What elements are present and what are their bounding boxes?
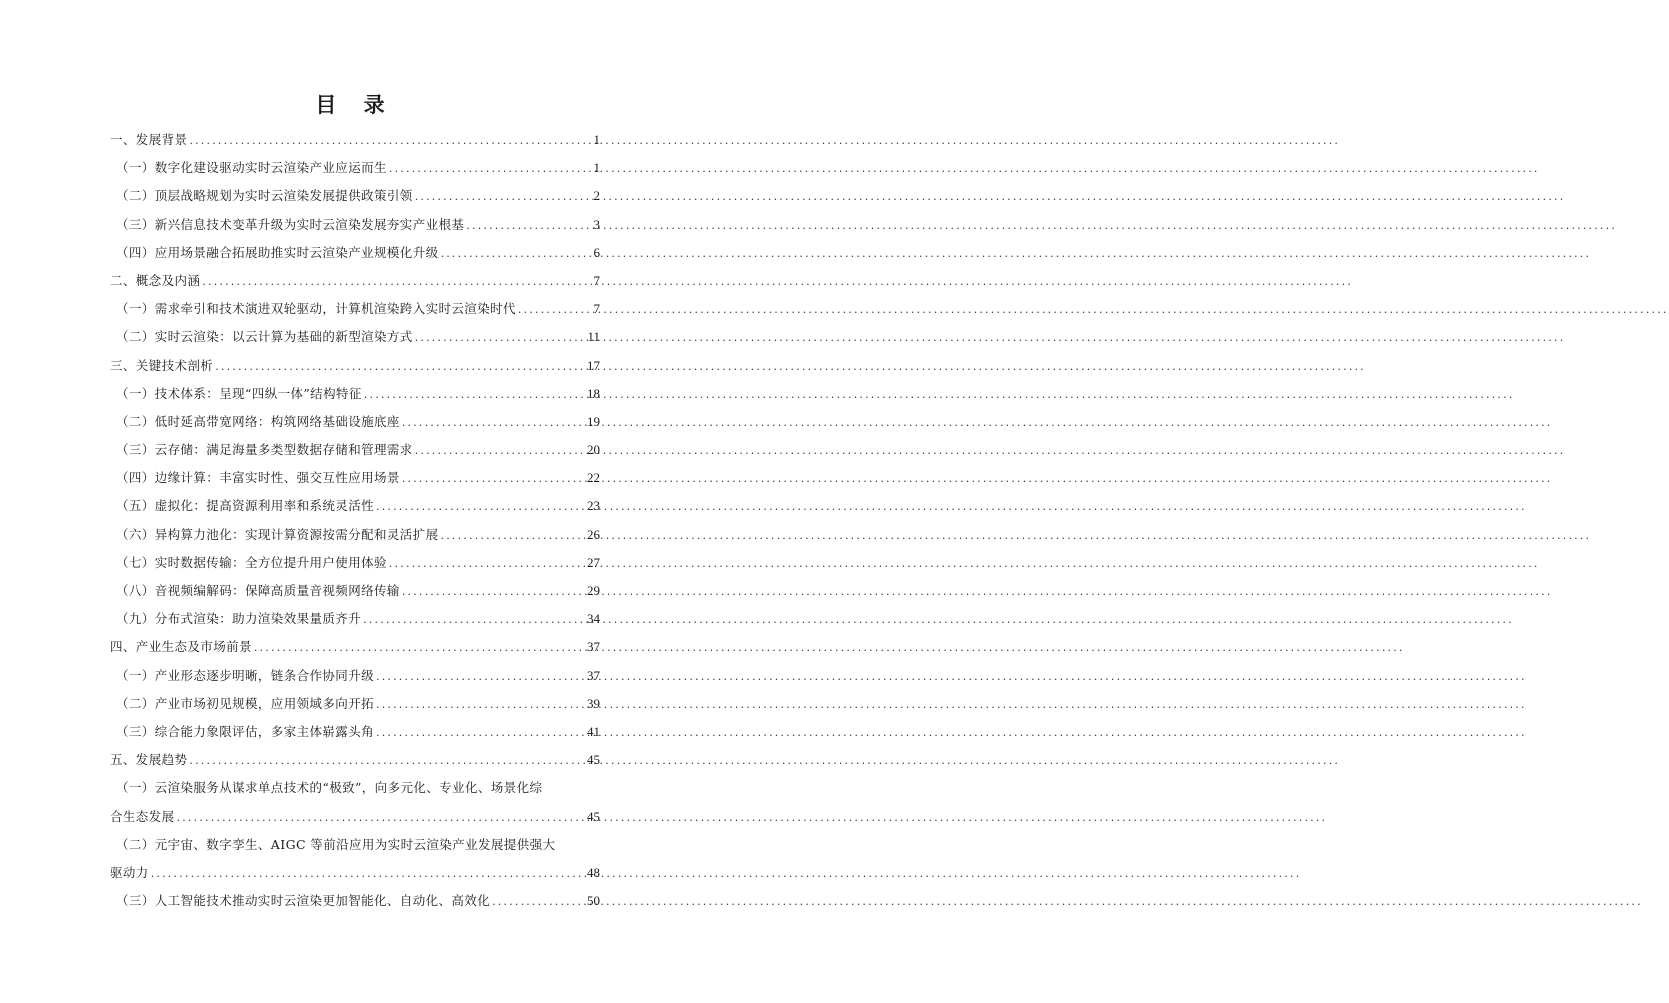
toc-entry-label: （三）综合能力象限评估，多家主体崭露头角 <box>116 723 375 739</box>
toc-entry-label: （六）异构算力池化：实现计算资源按需分配和灵活扩展 <box>116 526 439 542</box>
toc-entry-1-2[interactable] <box>110 182 600 210</box>
toc-entry-label: 三、关键技术剖析 <box>110 357 214 373</box>
toc-entry-label: （九）分布式渲染：助力渲染效果量质齐升 <box>116 611 362 627</box>
toc-entry-label: （二）产业市场初见规模，应用领域多向开拓 <box>116 695 375 711</box>
toc-page-number: 19 <box>587 413 600 429</box>
toc-page-number: 7 <box>593 272 600 288</box>
toc-entry-label-line2: 合生态发展 <box>110 808 175 824</box>
toc-entry-label: （五）虚拟化：提高资源利用率和系统灵活性 <box>116 498 375 514</box>
dot-leader <box>362 381 587 409</box>
toc-entry-section-5[interactable] <box>110 746 600 774</box>
toc-entry-label: （三）新兴信息技术变革升级为实时云渲染发展夯实产业根基 <box>116 216 465 232</box>
toc-page-number: 34 <box>587 611 600 627</box>
toc-entry-1-3[interactable] <box>110 211 600 239</box>
toc-entry-label: （四）边缘计算：丰富实时性、强交互性应用场景 <box>116 470 400 486</box>
dot-leader <box>400 465 587 493</box>
toc-page-number: 7 <box>593 301 600 317</box>
toc-page-number: 45 <box>587 752 600 768</box>
toc-page-number: 41 <box>587 723 600 739</box>
dot-leader <box>413 437 587 465</box>
dot-leader <box>200 268 593 296</box>
toc-page-number: 2 <box>593 188 600 204</box>
toc-page-number: 50 <box>587 893 600 909</box>
dot-leader <box>374 663 587 691</box>
toc-page-number: 45 <box>587 808 600 824</box>
dot-leader <box>374 719 587 747</box>
dot-leader <box>464 212 593 240</box>
toc-entry-label: 四、产业生态及市场前景 <box>110 639 252 655</box>
toc-entry-4-1[interactable] <box>110 662 600 690</box>
toc-entry-label: 一、发展背景 <box>110 132 188 147</box>
dot-leader <box>516 296 594 324</box>
toc-entry-1-4[interactable] <box>110 239 600 267</box>
toc-entry-4-2[interactable] <box>110 690 600 718</box>
dot-leader <box>187 747 587 775</box>
toc-page-number: 6 <box>593 244 600 260</box>
toc-entry-label: （二）顶层战略规划为实时云渲染发展提供政策引领 <box>116 188 413 204</box>
dot-leader <box>439 240 594 268</box>
toc-page-number: 39 <box>587 695 600 711</box>
toc-page-number: 37 <box>587 667 600 683</box>
toc-entry-label: （一）需求牵引和技术演进双轮驱动，计算机渲染跨入实时云渲染时代 <box>116 301 516 317</box>
toc-entry-3-7[interactable] <box>110 549 600 577</box>
dot-leader <box>439 522 587 550</box>
toc-entry-label: （三）云存储：满足海量多类型数据存储和管理需求 <box>116 442 413 458</box>
toc-entry-1-1[interactable] <box>110 154 600 182</box>
toc-entry-label-line2: 驱动力 <box>110 864 149 880</box>
toc-entry-label: 五、发展趋势 <box>110 752 188 768</box>
dot-leader <box>175 804 587 832</box>
toc-entry-section-3[interactable] <box>110 352 600 380</box>
toc-entry-3-3[interactable] <box>110 436 600 464</box>
toc-entry-label: （一）技术体系：呈现“四纵一体”结构特征 <box>116 385 362 401</box>
toc-entry-label: 二、概念及内涵 <box>110 272 201 288</box>
toc-page-number: 37 <box>587 639 600 655</box>
toc-entry-2-2[interactable] <box>110 323 600 351</box>
dot-leader <box>252 634 587 662</box>
toc-entry-3-5[interactable] <box>110 492 600 520</box>
dot-leader <box>400 409 587 437</box>
toc-page-number: 20 <box>587 442 600 458</box>
toc-entry-label-line1: （二）元宇宙、数字孪生、AIGC 等前沿应用为实时云渲染产业发展提供强大 <box>116 836 556 852</box>
dot-leader <box>490 888 587 916</box>
toc-entry-3-8[interactable] <box>110 577 600 605</box>
toc-entry-3-9[interactable] <box>110 605 600 633</box>
dot-leader <box>374 691 587 719</box>
toc-page-number: 22 <box>587 470 600 486</box>
dot-leader <box>187 127 593 155</box>
toc-page-number: 48 <box>587 864 600 880</box>
toc-page-number: 11 <box>587 329 600 345</box>
toc-entry-section-1[interactable] <box>110 126 600 154</box>
dot-leader <box>361 606 587 634</box>
toc-entry-label: （一）产业形态逐步明晰，链条合作协同升级 <box>116 667 375 683</box>
dot-leader <box>387 155 594 183</box>
dot-leader <box>213 353 587 381</box>
toc-entry-5-1[interactable] <box>110 774 600 830</box>
table-of-contents <box>110 126 600 915</box>
dot-leader <box>413 183 594 211</box>
toc-page-number: 26 <box>587 526 600 542</box>
dot-leader <box>400 578 587 606</box>
toc-page-number: 27 <box>587 554 600 570</box>
toc-page-number: 1 <box>593 160 600 176</box>
toc-entry-section-4[interactable] <box>110 633 600 661</box>
toc-entry-4-3[interactable] <box>110 718 600 746</box>
toc-page-number: 23 <box>587 498 600 514</box>
dot-leader <box>413 324 588 352</box>
toc-entry-2-1[interactable] <box>110 295 600 323</box>
page-title: 目 录 <box>315 93 395 117</box>
dot-leader <box>374 493 587 521</box>
dot-leader <box>149 860 587 888</box>
toc-page-number: 18 <box>587 385 600 401</box>
toc-page-number: 3 <box>593 216 600 232</box>
toc-page-number: 29 <box>587 583 600 598</box>
toc-entry-5-2[interactable] <box>110 831 600 887</box>
toc-entry-line2 <box>110 803 600 831</box>
toc-page-number: 1 <box>593 132 600 147</box>
toc-entry-3-2[interactable] <box>110 408 600 436</box>
toc-entry-label-line1: （一）云渲染服务从谋求单点技术的“极致”，向多元化、专业化、场景化综 <box>116 780 543 796</box>
toc-entry-3-4[interactable] <box>110 464 600 492</box>
toc-entry-label: （三）人工智能技术推动实时云渲染更加智能化、自动化、高效化 <box>116 893 491 909</box>
toc-entry-5-3[interactable] <box>110 887 600 915</box>
toc-entry-label: （八）音视频编解码：保障高质量音视频网络传输 <box>116 583 400 598</box>
toc-entry-line2 <box>110 859 600 887</box>
toc-page-number: 17 <box>587 357 600 373</box>
toc-entry-label: （二）实时云渲染：以云计算为基础的新型渲染方式 <box>116 329 413 345</box>
toc-entry-section-2[interactable] <box>110 267 600 295</box>
toc-entry-label: （七）实时数据传输：全方位提升用户使用体验 <box>116 554 387 570</box>
toc-entry-label: （二）低时延高带宽网络：构筑网络基础设施底座 <box>116 413 400 429</box>
dot-leader <box>387 550 587 578</box>
toc-entry-label: （四）应用场景融合拓展助推实时云渲染产业规模化升级 <box>116 244 439 260</box>
toc-entry-3-6[interactable] <box>110 521 600 549</box>
toc-entry-label: （一）数字化建设驱动实时云渲染产业应运而生 <box>116 160 387 176</box>
toc-entry-3-1[interactable] <box>110 380 600 408</box>
